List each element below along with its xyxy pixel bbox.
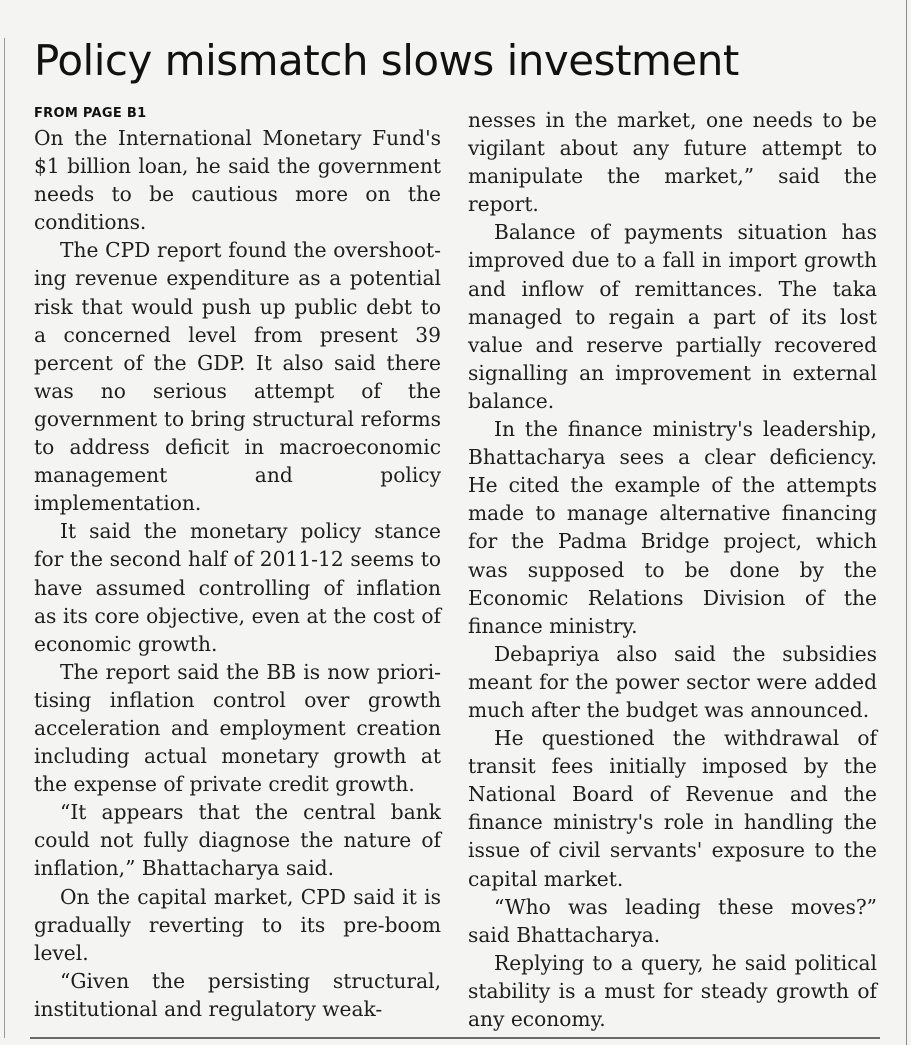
paragraph: Replying to a query, he said political stability is a must for steady growth of any economy.: [468, 950, 877, 1031]
article-column-left: [34, 106, 441, 1023]
paragraph: In the finance ministry's leadership, Bhattacharya sees a clear deficiency. He cited the example of the attempts made to manage alternative financing for the Padma Bridge project, which was supposed to be done by the Economic Relations Division of the finance ministry.: [468, 417, 877, 638]
paragraph: Debapriya also said the subsidies meant for the power sector were added much after the budget was announced.: [468, 641, 877, 722]
left-margin-rule: [4, 38, 5, 1038]
article-column-right: [468, 106, 877, 1033]
paragraph: “It appears that the central bank could not fully diagnose the nature of inflation,” Bhattacharya said.: [34, 800, 441, 881]
paragraph: nesses in the market, one needs to be vigilant about any future attempt to manipulate the market,” said the report.: [468, 108, 877, 217]
paragraph: The CPD report found the overshooting revenue expenditure as a potential risk that would push up public debt to a concerned level from present 39 percent of the GDP. It also said there was no serious attempt of the government to bring structural reforms to address deficit in macroeconomic management and policy implementation.: [34, 238, 441, 516]
paragraph: He questioned the withdrawal of transit fees initially imposed by the National Board of Revenue and the finance ministry's role in handling the issue of civil servants' exposure to the capital market.: [468, 726, 877, 891]
paragraph: “Who was leading these moves?” said Bhattacharya.: [468, 894, 877, 947]
paragraph: It said the monetary policy stance for the second half of 2011-12 seems to have assumed controlling of inflation as its core objective, even at the cost of economic growth.: [34, 519, 441, 656]
paragraph: On the International Monetary Fund's $1 billion loan, he said the government needs to be cautious more on the conditions.: [34, 126, 441, 235]
paragraph: “Given the persisting structural, institutional and regulatory weak-: [34, 968, 441, 1021]
paragraph: The report said the BB is now prioritising inflation control over growth acceleration and employment creation including actual monetary growth at the expense of private credit growth.: [34, 659, 441, 797]
right-margin-rule: [906, 0, 907, 1045]
article-headline: Policy mismatch slows investment: [34, 36, 739, 85]
bottom-rule: [30, 1037, 880, 1039]
paragraph: On the capital market, CPD said it is gradually reverting to its pre-boom level.: [34, 884, 441, 965]
paragraph: Balance of payments situation has improved due to a fall in import growth and inflow of remittances. The taka managed to regain a part of its lost value and reserve partially recovered signalling an improvement in external balance.: [468, 220, 877, 413]
continuation-kicker: FROM PAGE B1: [34, 106, 147, 121]
